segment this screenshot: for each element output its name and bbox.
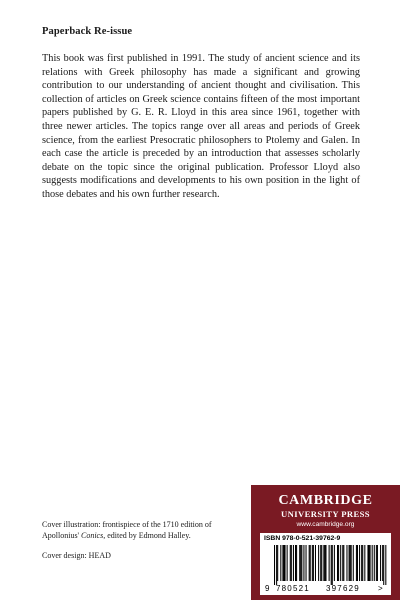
barcode-bar: [276, 545, 277, 585]
barcode-bar: [349, 545, 350, 581]
cover-illustration-credit: [42, 520, 242, 541]
barcode-bar: [295, 545, 296, 581]
barcode-bar: [374, 545, 375, 581]
barcode-digits-left: 780521: [276, 584, 310, 593]
barcode-bar: [380, 545, 381, 581]
barcode-bar: [334, 545, 335, 581]
publisher-name: CAMBRIDGE: [278, 493, 373, 508]
barcode-bar: [361, 545, 362, 581]
publisher-url: www.cambridge.org: [296, 521, 355, 528]
barcode-bar: [280, 545, 281, 581]
barcode-bar: [299, 545, 300, 581]
barcode-bar: [321, 545, 322, 581]
reissue-heading: Paperback Re-issue: [42, 26, 133, 37]
barcode-bar: [296, 545, 297, 581]
barcode-bar: [315, 545, 316, 581]
barcode-bar: [300, 545, 301, 581]
illustration-work-title: Conics: [81, 530, 104, 540]
barcode-bar: [310, 545, 311, 581]
barcode-bar: [346, 545, 347, 581]
barcode-lead-digit: 9: [265, 584, 270, 593]
barcode-bar: [320, 545, 321, 581]
publisher-subname: UNIVERSITY PRESS: [281, 509, 370, 519]
barcode-bar: [359, 545, 360, 581]
barcode-bar: [364, 545, 365, 581]
barcode-bar: [376, 545, 377, 581]
barcode-bar: [357, 545, 358, 581]
barcode-bar: [350, 545, 351, 581]
barcode-bar: [382, 545, 383, 581]
barcode-bar: [301, 545, 302, 581]
barcode-panel: [260, 533, 391, 595]
book-description: This book was first published in 1991. The study of ancient science and its relations with Greek philosophy has made a significant and growing contribution to our understanding of ancient thought and civilisation. This collection of articles on Greek science contains fifteen of the most important papers published by G. E. R. Lloyd in this area since 1961, together with three newer articles. The topics range over all areas and periods of Greek science, from the earliest Presocratic philosophers to Ptolemy and Galen. In each case the article is preceded by an introduction that assesses scholarly debate on the topic since the original publication. Professor Lloyd also suggests modifications and developments to his own position in the light of those debates and his own further research.: [42, 53, 360, 200]
barcode-graphic: [264, 545, 387, 593]
barcode-end-mark: >: [378, 584, 383, 593]
barcode-bar: [277, 545, 278, 581]
barcode-bar: [372, 545, 373, 581]
cover-design-credit: Cover design: HEAD: [42, 551, 111, 560]
barcode-bar: [340, 545, 341, 581]
barcode-bar: [290, 545, 291, 581]
barcode-bar: [325, 545, 326, 581]
barcode-bar: [343, 545, 344, 581]
barcode-bar: [318, 545, 319, 581]
barcode-bar: [293, 545, 294, 581]
barcode-bar: [285, 545, 286, 581]
barcode-bar: [313, 545, 314, 581]
barcode-bar: [291, 545, 292, 581]
barcode-bar: [324, 545, 325, 581]
barcode-bar: [356, 545, 357, 581]
barcode-bar: [377, 545, 378, 581]
barcode-bar: [309, 545, 310, 581]
barcode-bar: [351, 545, 352, 581]
barcode-bar: [287, 545, 288, 581]
illustration-credit-prefix: Cover illustration: frontispiece of the 1710 edition of Apollonius': [42, 520, 212, 540]
barcode-bars: [274, 545, 386, 585]
barcode-bar: [331, 545, 332, 585]
barcode-bar: [342, 545, 343, 581]
barcode-bar: [282, 545, 283, 581]
barcode-bar: [303, 545, 304, 581]
barcode-bar: [362, 545, 363, 581]
barcode-bar: [369, 545, 370, 581]
barcode-bar: [332, 545, 333, 585]
barcode-bar: [337, 545, 338, 581]
barcode-bar: [283, 545, 284, 581]
publisher-block: [251, 485, 400, 600]
isbn-label: ISBN 978-0-521-39762-9: [264, 535, 341, 542]
cover-credits: [42, 520, 242, 562]
barcode-bar: [338, 545, 339, 581]
barcode-bar: [385, 545, 386, 585]
barcode-bar: [353, 545, 354, 581]
barcode-digits-right: 397629: [326, 584, 360, 593]
barcode-bar: [274, 545, 275, 585]
barcode-bar: [367, 545, 368, 581]
barcode-bar: [323, 545, 324, 581]
barcode-bar: [370, 545, 371, 581]
barcode-bar: [329, 545, 330, 581]
barcode-bar: [383, 545, 384, 585]
barcode-bar: [306, 545, 307, 581]
illustration-credit-suffix: , edited by Edmond Halley.: [103, 530, 191, 540]
barcode-bar: [312, 545, 313, 581]
